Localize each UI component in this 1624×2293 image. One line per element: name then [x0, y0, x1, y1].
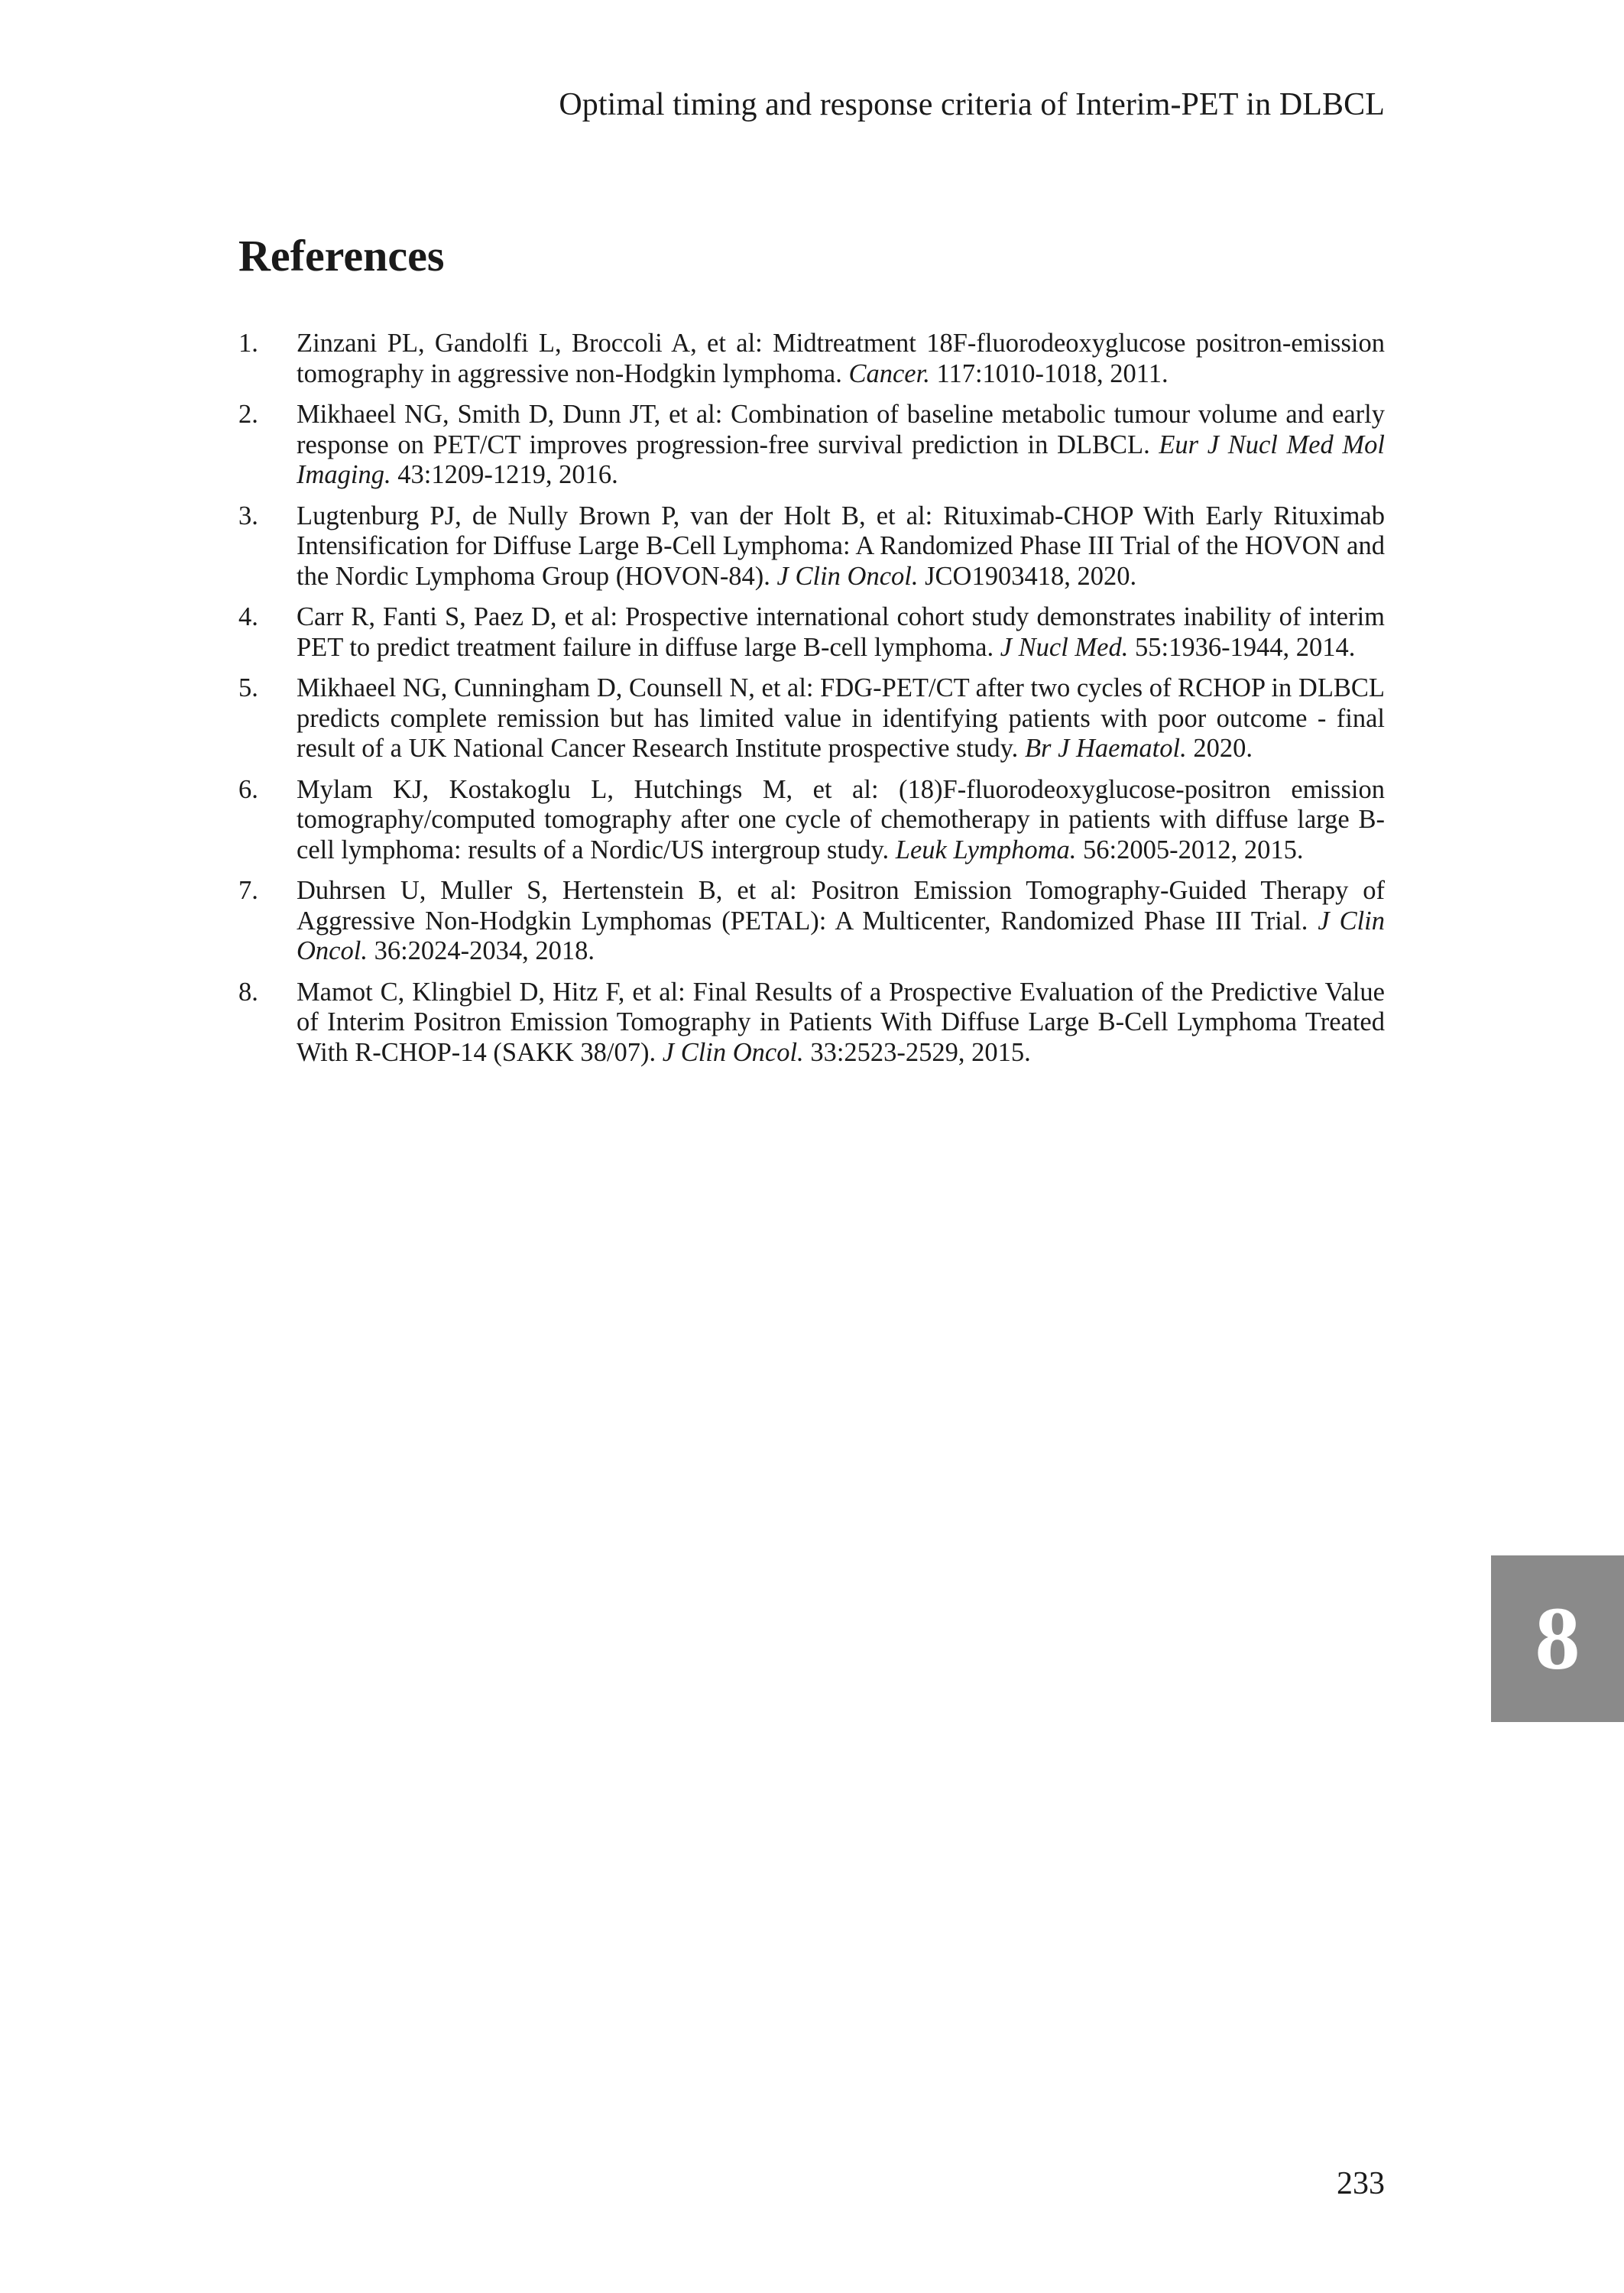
- reference-citation: Zinzani PL, Gandolfi L, Broccoli A, et al: Midtreatment 18F-fluorodeoxyglucose positron-emission tomography in aggressive non-Hodgkin lymphoma.: [297, 329, 1385, 388]
- reference-item: [238, 602, 1385, 663]
- reference-item: [238, 775, 1385, 866]
- reference-item: [238, 501, 1385, 592]
- section-title: References: [238, 231, 445, 281]
- reference-text: [297, 673, 1385, 764]
- reference-journal: Leuk Lymphoma.: [895, 835, 1077, 864]
- reference-volume-pages: 36:2024-2034, 2018.: [374, 936, 595, 965]
- reference-citation: Lugtenburg PJ, de Nully Brown P, van der Holt B, et al: Rituximab-CHOP With Early Rituximab Intensification for Diffuse Large B-Cell Lymphoma: A Randomized Phase III Trial of the HOVON and the Nordic Lymphoma Group (HOVON-84).: [297, 501, 1385, 591]
- reference-journal: J Nucl Med.: [1000, 632, 1129, 662]
- reference-volume-pages: 56:2005-2012, 2015.: [1083, 835, 1304, 864]
- page-number: 233: [1337, 2166, 1385, 2201]
- reference-text: [297, 602, 1385, 663]
- reference-volume-pages: 117:1010-1018, 2011.: [936, 358, 1169, 388]
- reference-text: [297, 329, 1385, 389]
- reference-text: [297, 978, 1385, 1069]
- reference-text: [297, 876, 1385, 967]
- reference-citation: Mikhaeel NG, Smith D, Dunn JT, et al: Combination of baseline metabolic tumour volume and early response on PET/CT improves progression-free survival prediction in DLBCL.: [297, 400, 1385, 459]
- chapter-tab: [1491, 1555, 1624, 1722]
- reference-citation: Mamot C, Klingbiel D, Hitz F, et al: Final Results of a Prospective Evaluation of the Predictive Value of Interim Positron Emission Tomography in Patients With Diffuse Large B-Cell Lymphoma Treated With R-CHOP-14 (SAKK 38/07).: [297, 977, 1385, 1067]
- reference-text: [297, 400, 1385, 491]
- reference-volume-pages: JCO1903418, 2020.: [925, 561, 1137, 591]
- reference-number: 8.: [238, 977, 258, 1007]
- running-header: Optimal timing and response criteria of Interim-PET in DLBCL: [559, 87, 1385, 122]
- chapter-number: 8: [1535, 1588, 1580, 1688]
- reference-volume-pages: 33:2523-2529, 2015.: [810, 1037, 1031, 1067]
- reference-text: [297, 501, 1385, 592]
- reference-volume-pages: 2020.: [1193, 734, 1253, 763]
- reference-number: 7.: [238, 876, 258, 905]
- reference-item: [238, 876, 1385, 967]
- reference-citation: Mikhaeel NG, Cunningham D, Counsell N, et al: FDG-PET/CT after two cycles of RCHOP in DLBCL predicts complete remission but has limited value in identifying patients with poor outcome - final result of a UK National Cancer Research Institute prospective study.: [297, 673, 1385, 763]
- reference-citation: Carr R, Fanti S, Paez D, et al: Prospective international cohort study demonstrates inability of interim PET to predict treatment failure in diffuse large B-cell lymphoma.: [297, 602, 1385, 662]
- reference-journal: J Clin Oncol.: [297, 906, 1386, 965]
- reference-text: [297, 775, 1385, 866]
- reference-number: 3.: [238, 501, 258, 530]
- reference-citation: Duhrsen U, Muller S, Hertenstein B, et al: Positron Emission Tomography-Guided Therapy of Aggressive Non-Hodgkin Lymphomas (PETAL): A Multicenter, Randomized Phase III Trial.: [297, 876, 1385, 936]
- reference-volume-pages: 43:1209-1219, 2016.: [397, 460, 618, 489]
- reference-number: 6.: [238, 774, 258, 804]
- reference-number: 2.: [238, 400, 258, 429]
- reference-citation: Mylam KJ, Kostakoglu L, Hutchings M, et al: (18)F-fluorodeoxyglucose-positron emission tomography/computed tomography after one cycle of chemotherapy in patients with diffuse large B-cell lymphoma: results of a Nordic/US intergroup study.: [297, 774, 1385, 864]
- reference-journal: Cancer.: [848, 358, 930, 388]
- reference-item: [238, 978, 1385, 1069]
- reference-number: 5.: [238, 673, 258, 702]
- reference-number: 4.: [238, 602, 258, 631]
- reference-item: [238, 673, 1385, 764]
- reference-journal: J Clin Oncol.: [776, 561, 919, 591]
- reference-journal: Eur J Nucl Med Mol Imaging.: [297, 430, 1385, 489]
- reference-list: [238, 329, 1385, 1078]
- reference-journal: J Clin Oncol.: [662, 1037, 804, 1067]
- reference-item: [238, 400, 1385, 491]
- reference-journal: Br J Haematol.: [1024, 734, 1187, 763]
- reference-number: 1.: [238, 329, 258, 358]
- reference-volume-pages: 55:1936-1944, 2014.: [1134, 632, 1356, 662]
- reference-item: [238, 329, 1385, 389]
